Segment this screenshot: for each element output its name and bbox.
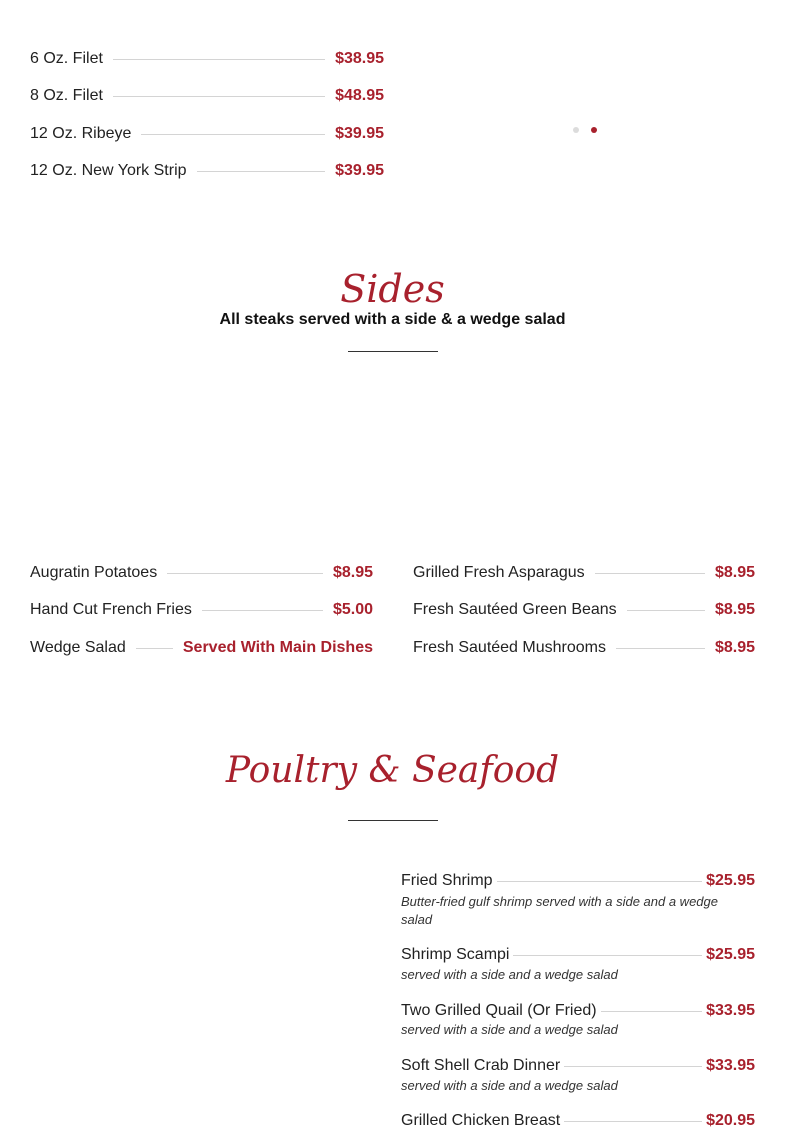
- menu-item-name: Fried Shrimp: [401, 872, 493, 889]
- menu-item-name: Augratin Potatoes: [30, 564, 158, 581]
- menu-item: [30, 599, 373, 621]
- menu-item: [30, 160, 384, 182]
- menu-item: [401, 1000, 755, 1022]
- menu-item: [413, 637, 755, 659]
- menu-item-name: Wedge Salad: [30, 639, 126, 656]
- menu-item-name: Grilled Chicken Breast: [401, 1112, 561, 1129]
- menu-item: [30, 562, 373, 584]
- menu-item: [30, 637, 373, 659]
- menu-item-name: 6 Oz. Filet: [30, 50, 103, 67]
- dotted-leader: [497, 881, 702, 882]
- dotted-leader: [564, 1066, 702, 1067]
- menu-item-price: $8.95: [714, 601, 755, 618]
- menu-item-name: Shrimp Scampi: [401, 946, 510, 963]
- menu-item-price: $25.95: [706, 946, 755, 963]
- section-divider: [348, 820, 438, 821]
- dotted-leader: [167, 573, 323, 574]
- menu-item-price: $25.95: [706, 872, 755, 889]
- menu-item-price: $33.95: [706, 1002, 755, 1019]
- menu-item-name: Two Grilled Quail (Or Fried): [401, 1002, 597, 1019]
- menu-item: [413, 599, 755, 621]
- dotted-leader: [113, 59, 325, 60]
- dotted-leader: [595, 573, 705, 574]
- dotted-leader: [202, 610, 323, 611]
- dotted-leader: [601, 1011, 702, 1012]
- menu-item: [401, 944, 755, 966]
- menu-item-description: Butter-fried gulf shrimp served with a side and a wedge salad: [401, 894, 718, 927]
- menu-item-description: served with a side and a wedge salad: [401, 967, 618, 982]
- carousel-dot-active[interactable]: [591, 127, 597, 133]
- menu-item-name: Soft Shell Crab Dinner: [401, 1057, 561, 1074]
- dotted-leader: [197, 171, 326, 172]
- menu-item-name: Fresh Sautéed Green Beans: [413, 601, 617, 618]
- dotted-leader: [513, 955, 702, 956]
- menu-item: [30, 48, 384, 70]
- menu-item-name: 8 Oz. Filet: [30, 87, 103, 104]
- menu-item: [30, 123, 384, 145]
- menu-item-price: $8.95: [332, 564, 373, 581]
- menu-item-price: $33.95: [706, 1057, 755, 1074]
- menu-item-price: $8.95: [714, 564, 755, 581]
- menu-item-description: served with a side and a wedge salad: [401, 1078, 618, 1093]
- section-divider: [348, 351, 438, 352]
- dotted-leader: [627, 610, 705, 611]
- menu-item: [30, 85, 384, 107]
- carousel-dot-inactive[interactable]: [573, 127, 579, 133]
- section-subtitle: All steaks served with a side & a wedge salad: [219, 311, 566, 328]
- menu-item-price: $20.95: [706, 1112, 755, 1129]
- dotted-leader: [113, 96, 325, 97]
- menu-item-price: $8.95: [714, 639, 755, 656]
- menu-item: [401, 870, 755, 892]
- menu-item-name: Hand Cut French Fries: [30, 601, 192, 618]
- menu-item-name: 12 Oz. New York Strip: [30, 162, 187, 179]
- menu-item-name: Grilled Fresh Asparagus: [413, 564, 585, 581]
- menu-item-name: Fresh Sautéed Mushrooms: [413, 639, 606, 656]
- menu-item-description: served with a side and a wedge salad: [401, 1022, 618, 1037]
- section-title-poultry-seafood: Poultry & Seafood: [225, 750, 560, 791]
- dotted-leader: [136, 648, 173, 649]
- section-title-sides: Sides: [340, 267, 445, 311]
- dotted-leader: [616, 648, 705, 649]
- menu-item: [401, 1110, 755, 1132]
- menu-item: [401, 1055, 755, 1077]
- menu-item-price: Served With Main Dishes: [182, 639, 373, 656]
- menu-item: [413, 562, 755, 584]
- dotted-leader: [564, 1121, 702, 1122]
- menu-item-price: $5.00: [332, 601, 373, 618]
- menu-item-price: $48.95: [335, 87, 384, 104]
- menu-item-name: 12 Oz. Ribeye: [30, 125, 132, 142]
- dotted-leader: [141, 134, 325, 135]
- menu-item-price: $39.95: [335, 162, 384, 179]
- menu-item-price: $38.95: [335, 50, 384, 67]
- menu-item-price: $39.95: [335, 125, 384, 142]
